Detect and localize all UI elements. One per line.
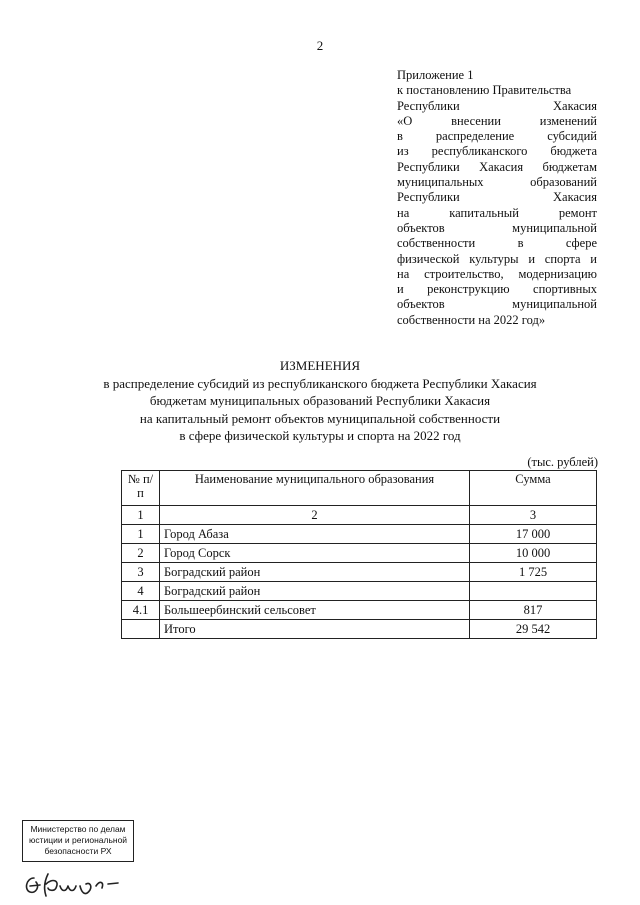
stamp-line: юстиции и региональной bbox=[28, 835, 128, 845]
appendix-line: на строительство, модернизацию bbox=[397, 266, 597, 281]
appendix-line: объектов муниципальной bbox=[397, 220, 597, 235]
document-title: ИЗМЕНЕНИЯ bbox=[279, 358, 361, 373]
table-row bbox=[122, 601, 597, 620]
table-cell: 1 bbox=[122, 506, 160, 525]
heading-line: бюджетам муниципальных образований Республики Хакасия bbox=[149, 393, 491, 408]
appendix-line: Республики Хакасия бюджетам bbox=[397, 159, 597, 174]
header-num bbox=[122, 471, 160, 506]
row-sum: 17 000 bbox=[470, 525, 597, 544]
table-header-row bbox=[122, 471, 597, 506]
header-num-label: № п/п bbox=[127, 472, 154, 500]
appendix-line: в распределение субсидий bbox=[397, 129, 597, 144]
appendix-line: Республики Хакасия bbox=[397, 190, 597, 205]
row-num: 1 bbox=[122, 525, 160, 544]
header-name: Наименование муниципального образования bbox=[160, 471, 470, 506]
appendix-line: объектов муниципальной bbox=[397, 297, 597, 312]
table-row bbox=[122, 544, 597, 563]
ministry-stamp bbox=[22, 820, 134, 862]
table-row bbox=[122, 582, 597, 601]
table-cell: 2 bbox=[160, 506, 470, 525]
row-num bbox=[122, 620, 160, 639]
row-sum: 10 000 bbox=[470, 544, 597, 563]
row-num: 2 bbox=[122, 544, 160, 563]
appendix-line: собственности в сфере bbox=[397, 236, 597, 251]
row-num: 4 bbox=[122, 582, 160, 601]
appendix-line: муниципальных образований bbox=[397, 175, 597, 190]
signature-stroke bbox=[27, 874, 118, 896]
appendix-line: к постановлению Правительства bbox=[397, 83, 572, 98]
table-row bbox=[122, 525, 597, 544]
row-name: Большеербинский сельсовет bbox=[160, 601, 470, 620]
row-name: Итого bbox=[160, 620, 470, 639]
appendix-line: Республики Хакасия bbox=[397, 98, 597, 113]
heading-line: в сфере физической культуры и спорта на 2022 год bbox=[179, 428, 461, 443]
table-row bbox=[122, 563, 597, 582]
header-sum: Сумма bbox=[470, 471, 597, 506]
units-label: (тыс. рублей) bbox=[527, 455, 598, 469]
appendix-line: собственности на 2022 год» bbox=[397, 312, 546, 327]
table-cell: 3 bbox=[470, 506, 597, 525]
stamp-line: Министерство по делам bbox=[30, 824, 126, 834]
appendix-line: физической культуры и спорта и bbox=[397, 251, 597, 266]
row-num: 3 bbox=[122, 563, 160, 582]
row-num: 4.1 bbox=[122, 601, 160, 620]
table-total-row bbox=[122, 620, 597, 639]
appendix-block bbox=[397, 68, 597, 328]
handwritten-signature bbox=[20, 868, 140, 900]
document-heading bbox=[0, 357, 640, 445]
table-index-row bbox=[122, 506, 597, 525]
row-sum: 817 bbox=[470, 601, 597, 620]
heading-line: на капитальный ремонт объектов муниципальной собственности bbox=[139, 410, 501, 426]
appendix-line: на капитальный ремонт bbox=[397, 205, 597, 220]
row-sum: 29 542 bbox=[470, 620, 597, 639]
row-name: Боградский район bbox=[160, 563, 470, 582]
appendix-line: из республиканского бюджета bbox=[397, 144, 597, 159]
page-number: 2 bbox=[316, 38, 324, 53]
appendix-line: «О внесении изменений bbox=[397, 113, 597, 128]
appendix-line: Приложение 1 bbox=[397, 68, 474, 82]
row-sum: 1 725 bbox=[470, 563, 597, 582]
row-sum bbox=[470, 582, 597, 601]
row-name: Боградский район bbox=[160, 582, 470, 601]
row-name: Город Абаза bbox=[160, 525, 470, 544]
heading-line: в распределение субсидий из республиканского бюджета Республики Хакасия bbox=[103, 375, 537, 391]
stamp-line: безопасности РХ bbox=[44, 846, 112, 856]
row-name: Город Сорск bbox=[160, 544, 470, 563]
appendix-line: и реконструкцию спортивных bbox=[397, 282, 597, 297]
subsidy-table bbox=[121, 470, 597, 639]
